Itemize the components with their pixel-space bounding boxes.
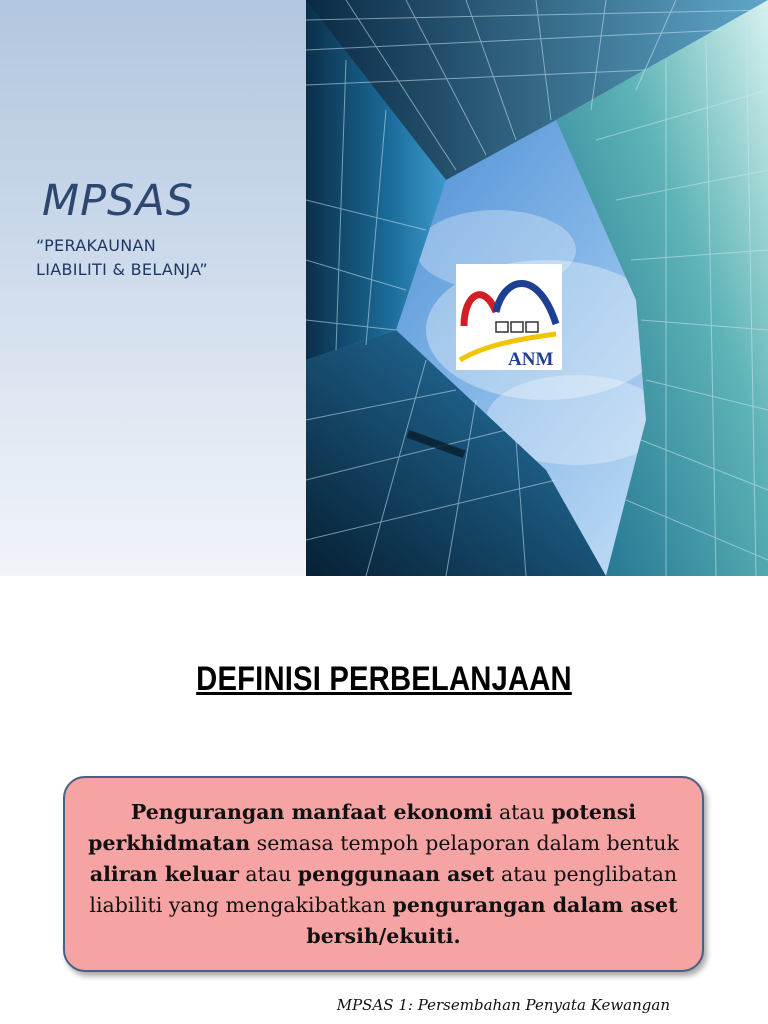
def-segment-1: atau (492, 799, 552, 824)
def-segment-8: pengurangan dalam aset bersih/ekuiti. (306, 892, 678, 948)
definition-text (79, 797, 688, 952)
cover-left-panel (0, 0, 306, 576)
cover-subtitle (36, 234, 296, 282)
source-citation: MPSAS 1: Persembahan Penyata Kewangan (336, 996, 670, 1014)
def-segment-7: atau penglibatan liabiliti yang mengakibatkan (89, 861, 678, 917)
anm-logo (456, 264, 562, 370)
cover-title: MPSAS (42, 176, 195, 226)
definition-heading: DEFINISI PERBELANJAAN (196, 660, 572, 698)
def-segment-6: penggunaan aset (297, 861, 495, 886)
def-segment-2: potensi perkhidmatan (88, 799, 637, 855)
def-segment-3: semasa tempoh pelaporan dalam bentuk (250, 830, 679, 855)
def-segment-5: atau (238, 861, 298, 886)
subtitle-line-2: LIABILITI & BELANJA” (36, 260, 209, 279)
subtitle-line-1: “PERAKAUNAN (36, 236, 157, 255)
def-segment-0: Pengurangan manfaat ekonomi (130, 799, 493, 824)
anm-logo-text: ANM (508, 349, 554, 370)
definition-box (63, 776, 704, 972)
anm-logo-emblem (456, 264, 562, 370)
def-segment-4: aliran keluar (89, 861, 239, 886)
